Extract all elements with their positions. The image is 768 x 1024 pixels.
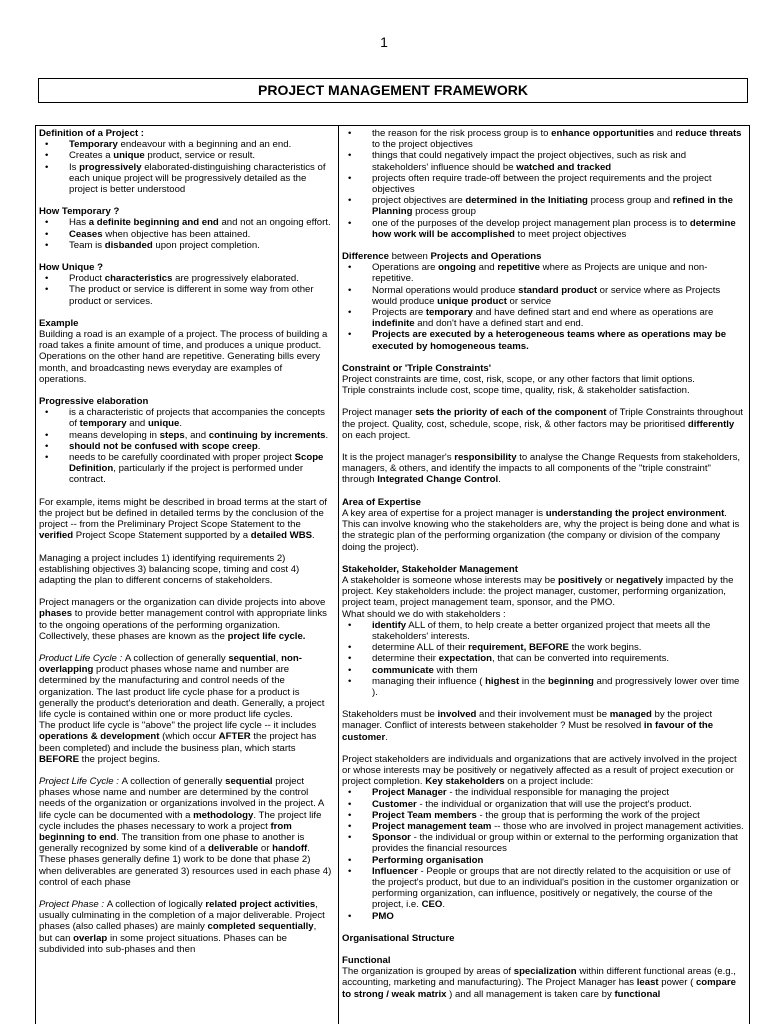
- risk-list: [342, 128, 744, 240]
- constraint-heading: Constraint or 'Triple Constraints': [342, 362, 492, 374]
- definition-heading: Definition of a Project :: [39, 128, 145, 139]
- list-item: • determine their expectation, that can be converted into requirements.: [342, 653, 744, 664]
- progressive-heading: Progressive elaboration: [39, 396, 149, 408]
- scope-paragraph: For example, items might be described in broad terms at the start of the project but be defined in detailed terms by the conclusion of the project -- from the Preliminary Project Scope Statement to the verified Project Scope Statement supported by a detailed WBS.: [39, 496, 327, 542]
- list-item: • Is progressively elaborated-distinguishing characteristics of each unique project will be progressively detailed as the project is better understood: [39, 162, 332, 196]
- difference-heading: Difference between Projects and Operations: [342, 251, 542, 263]
- page-number: 1: [380, 34, 388, 50]
- column-divider: [338, 126, 339, 1024]
- list-item: • one of the purposes of the develop project management plan process is to determine how work will be accomplished to meet project objectives: [342, 218, 744, 240]
- list-item: • Has a definite beginning and end and not an ongoing effort.: [39, 217, 332, 228]
- constraint-text: Project constraints are time, cost, risk, scope, or any other factors that limit options.: [342, 374, 695, 386]
- right-column: [342, 128, 744, 1000]
- list-item: • is a characteristic of projects that accompanies the concepts of temporary and unique.: [39, 407, 332, 429]
- unique-list: [39, 273, 332, 307]
- list-item: • Projects are executed by a heterogeneous teams where as operations may be executed by homogeneous teams.: [342, 329, 744, 351]
- list-item: • Ceases when objective has been attained.: [39, 229, 332, 240]
- list-item: • Project Manager - the individual responsible for managing the project: [342, 787, 744, 798]
- functional-text: The organization is grouped by areas of specialization within different functional areas (e.g., accounting, marketing and manufacturing). The Project Manager has least power ( compare to strong / weak matrix ) and all management is taken care by functional: [342, 966, 736, 1000]
- expertise-text: A key area of expertise for a project manager is understanding the project environment. This can involve knowing who the stakeholders are, why the project is being done and what is the strategic plan of the performing organization (the company or division of the company doing the project).: [342, 507, 740, 553]
- list-item: • the reason for the risk process group is to enhance opportunities and reduce threats to the project objectives: [342, 128, 744, 150]
- list-item: • Customer - the individual or organization that will use the project's product.: [342, 799, 744, 810]
- above-paragraph: The product life cycle is "above" the project life cycle -- it includes operations & development (which occur AFTER the project has been completed) and include the business plan, which starts BEFORE the project begins.: [39, 720, 317, 765]
- example-heading: Example: [39, 317, 79, 329]
- temporary-heading: How Temporary ?: [39, 206, 120, 218]
- progressive-list: [39, 407, 332, 485]
- list-item: • needs to be carefully coordinated with proper project Scope Definition, particularly if the project is performed under contract.: [39, 452, 332, 486]
- functional-heading: Functional: [342, 955, 391, 966]
- list-item: • should not be confused with scope creep.: [39, 441, 332, 452]
- product-life-cycle-paragraph: Product Life Cycle : A collection of generally sequential, non-overlapping product phases whose name and number are determined by the manufacturing and control needs of the organization. The last product life cycle phase for a product is generally the product's deterioration and death. Generally, a project life cycle is contained within one or more product life cycles.: [39, 652, 325, 720]
- change-request-paragraph: It is the project manager's responsibility to analyse the Change Requests from stakeholders, managers, & others, and identify the impacts to all components of the "triple constraint" through Integrated Change Control.: [342, 452, 741, 486]
- left-column: [39, 128, 332, 955]
- list-item: • Projects are temporary and have defined start and end where as operations are indefinite and don't have a defined start and end.: [342, 307, 744, 329]
- list-item: • Project Team members - the group that is performing the work of the project: [342, 810, 744, 821]
- list-item: • project objectives are determined in the Initiating process group and refined in the Planning process group: [342, 195, 744, 217]
- difference-list: [342, 262, 744, 352]
- list-item: • communicate with them: [342, 665, 744, 676]
- org-structure-heading: Organisational Structure: [342, 932, 455, 944]
- list-item: • Team is disbanded upon project completion.: [39, 240, 332, 251]
- list-item: • Temporary endeavour with a beginning and an end.: [39, 139, 332, 150]
- priority-paragraph: Project manager sets the priority of each of the component of Triple Constraints throughout the project. Quality, cost, schedule, scope, risk, & other factors may be prioritised differently on each project.: [342, 407, 743, 441]
- stakeholder-text: A stakeholder is someone whose interests may be positively or negatively impacted by the project. Key stakeholders include: the project manager, customer, performing organization, project team, project management team, sponsor, and the PMO.: [342, 574, 734, 609]
- list-item: • things that could negatively impact the project objectives, such as risk and stakeholders' influence should be watched and tracked: [342, 150, 744, 172]
- list-item: • Normal operations would produce standard product or service where as Projects would produce unique product or service: [342, 285, 744, 307]
- list-item: • Operations are ongoing and repetitive where as Projects are unique and non-repetitive.: [342, 262, 744, 284]
- triple-constraint-text: Triple constraints include cost, scope time, quality, risk, & stakeholder satisfaction.: [342, 385, 690, 397]
- phases-paragraph: Project managers or the organization can divide projects into above phases to provide better management control with appropriate links to the ongoing operations of the performing organization. Collectively, these phases are known as the project life cycle.: [39, 597, 327, 642]
- expertise-heading: Area of Expertise: [342, 496, 421, 508]
- list-item: • means developing in steps, and continuing by increments.: [39, 430, 332, 441]
- project-life-cycle-paragraph: Project Life Cycle : A collection of generally sequential project phases whose name and number are determined by the control needs of the organization or organizations involved in the project. A life cycle can be documented with a methodology. The project life cycle includes the phases necessary to work a project from beginning to end. The transition from one phase to another is generally recognized by some kind of a deliverable or handoff. These phases generally define 1) work to be done that phase 2) when deliverables are generated 3) resources used in each phase 4) control of each phase: [39, 775, 332, 888]
- list-item: • projects often require trade-off between the project requirements and the project objectives: [342, 173, 744, 195]
- content-frame: [35, 125, 750, 1024]
- definition-list: [39, 139, 332, 195]
- unique-heading: How Unique ?: [39, 262, 103, 274]
- list-item: • Influencer - People or groups that are not directly related to the acquisition or use of the project's product, but due to an individual's position in the customer organization or performing organization, can influence, positively or negatively, the course of the project, i.e. CEO.: [342, 866, 744, 911]
- list-item: • determine ALL of their requirement, BEFORE the work begins.: [342, 642, 744, 653]
- project-phase-paragraph: Project Phase : A collection of logically related project activities, usually culminating in the completion of a major deliverable. Project phases (also called phases) are mainly completed sequentially, but can overlap in some project situations. Phases can be subdivided into sub-phases and then: [39, 898, 325, 955]
- list-item: • identify ALL of them, to help create a better organized project that meets all the stakeholders' interests.: [342, 620, 744, 642]
- list-item: • PMO: [342, 911, 744, 922]
- key-stakeholders-list: [342, 787, 744, 921]
- list-item: • Product characteristics are progressively elaborated.: [39, 273, 332, 284]
- temporary-list: [39, 217, 332, 251]
- list-item: • Project management team -- those who are involved in project management activities.: [342, 821, 744, 832]
- involvement-paragraph: Stakeholders must be involved and their involvement must be managed by the project manager. Conflict of interests between stakeholder ? Must be resolved in favour of the customer.: [342, 709, 714, 743]
- example-text: Building a road is an example of a project. The process of building a road takes a finite amount of time, and produces a unique product. Operations on the other hand are repetitive. Generating bills every month, and broadcasting news everyday are examples of operations.: [39, 329, 328, 385]
- list-item: • managing their influence ( highest in the beginning and progressively lower over time ).: [342, 676, 744, 698]
- list-item: • The product or service is different in some way from other product or services.: [39, 284, 332, 306]
- page-title: PROJECT MANAGEMENT FRAMEWORK: [38, 78, 748, 103]
- stakeholder-heading: Stakeholder, Stakeholder Management: [342, 563, 518, 575]
- key-stakeholders-paragraph: Project stakeholders are individuals and organizations that are actively involved in the project or whose interests may be positively or negatively affected as a result of project execution or project completion. Key stakeholders on a project include:: [342, 753, 737, 788]
- list-item: • Creates a unique product, service or result.: [39, 150, 332, 161]
- managing-paragraph: Managing a project includes 1) identifying requirements 2) establishing objectives 3) balancing scope, timing and cost 4) adapting the plan to different concerns of stakeholders.: [39, 552, 300, 586]
- stakeholder-list: [342, 620, 744, 698]
- list-item: • Performing organisation: [342, 855, 744, 866]
- list-item: • Sponsor - the individual or group within or external to the performing organization that provides the financial resources: [342, 832, 744, 854]
- stakeholder-question: What should we do with stakeholders :: [342, 608, 506, 620]
